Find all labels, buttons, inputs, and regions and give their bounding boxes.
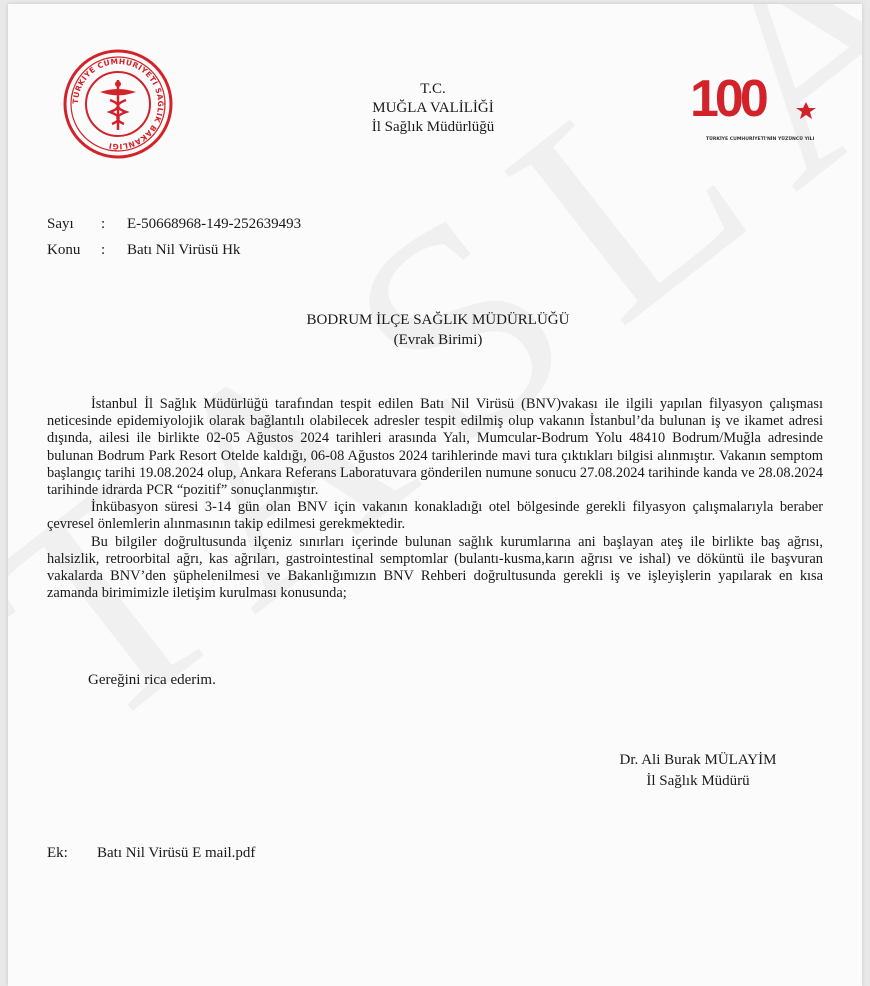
- signer-title: İl Sağlık Müdürü: [646, 773, 750, 789]
- document-page: [8, 4, 862, 986]
- recipient-block: [238, 310, 638, 350]
- body-paragraph-2: İnkübasyon süresi 3-14 gün olan BNV için vakanın konakladığı otel bölgesinde gerekli filyasyon çalışmalarıyla beraber çevresel önlemlerin alınmasının takip edilmesi gerekmektedir.: [47, 499, 823, 533]
- republic-100-logo: [688, 68, 828, 148]
- svg-text:100: 100: [690, 70, 765, 128]
- header-tc: T.C.: [420, 81, 446, 97]
- letter-body: [47, 396, 823, 602]
- svg-text:TÜRKİYE CUMHURİYETİ'NİN YÜZÜNC: TÜRKİYE CUMHURİYETİ'NİN YÜZÜNCÜ YILI: [706, 137, 815, 142]
- signer-name: Dr. Ali Burak MÜLAYİM: [619, 752, 777, 768]
- attachment-row: [47, 845, 255, 862]
- recipient-unit: (Evrak Birimi): [393, 332, 483, 348]
- institution-header: [308, 80, 558, 137]
- recipient-name: BODRUM İLÇE SAĞLIK MÜDÜRLÜĞÜ: [306, 312, 570, 328]
- attachment-label: Ek:: [47, 845, 68, 861]
- header-valilik: MUĞLA VALİLİĞİ: [372, 100, 494, 116]
- closing-line: Gereğini rica ederim.: [88, 672, 216, 688]
- signature-block: [598, 750, 798, 792]
- header-mudurluk: İl Sağlık Müdürlüğü: [371, 119, 495, 135]
- sayi-row: [47, 216, 301, 233]
- sayi-label: Sayı: [47, 216, 74, 232]
- sayi-value: E-50668968-149-252639493: [127, 216, 302, 232]
- attachment-file[interactable]: Batı Nil Virüsü E mail.pdf: [97, 845, 256, 861]
- konu-colon: :: [101, 242, 106, 258]
- konu-label: Konu: [47, 242, 81, 258]
- sayi-colon: :: [101, 216, 106, 232]
- body-paragraph-3: Bu bilgiler doğrultusunda ilçeniz sınırları içerinde bulunan sağlık kurumlarına ani başlayan ateş ile birlikte baş ağrısı, halsizlik, retroorbital ağrı, kas ağrıları, gastrointestinal semptomlar (bulantı-kusma,karın ağrısı ve ishal) ve döküntü ile başvuran vakalarda BNV’den şüphelenilmesi ve Bakanlığımızın BNV Rehberi doğrultusunda gerekli iş ve işleyişlerin yapılarak en kısa zamanda birimimizle iletişim kurulması konusunda;: [47, 533, 823, 602]
- svg-text:TÜRKİYE CUMHURİYETİ SAĞLIK BAK: TÜRKİYE CUMHURİYETİ SAĞLIK BAKANLIĞI: [70, 56, 166, 152]
- ministry-seal-logo: [62, 48, 174, 160]
- body-paragraph-1: İstanbul İl Sağlık Müdürlüğü tarafından tespit edilen Batı Nil Virüsü (BNV)vakası ile ilgili yapılan filyasyon çalışması neticesinde epidemiyolojik olarak bağlantılı olabilecek adresler tespit edilmiş olup vakanın İstanbul’da bulunan iş ve ikamet adresi dışında, ailesi ile birlikte 02-05 Ağustos 2024 tarihleri arasında Yalı, Mumcular-Bodrum Yolu 48410 Bodrum/Muğla adresinde bulunan Bodrum Park Resort Otelde kaldığı, 06-08 Ağustos 2024 tarihlerinde mavi tura çıktıkları bilgisi alınmıştır. Vakanın semptom başlangıç tarihi 19.08.2024 olup, Ankara Referans Laboratuvara gönderilen numune sonucu 27.08.2024 tarihinde kanda ve 28.08.2024 tarihinde idrarda PCR “pozitif” sonuçlanmıştır.: [47, 396, 823, 499]
- konu-value: Batı Nil Virüsü Hk: [127, 242, 241, 258]
- konu-row: [47, 242, 240, 259]
